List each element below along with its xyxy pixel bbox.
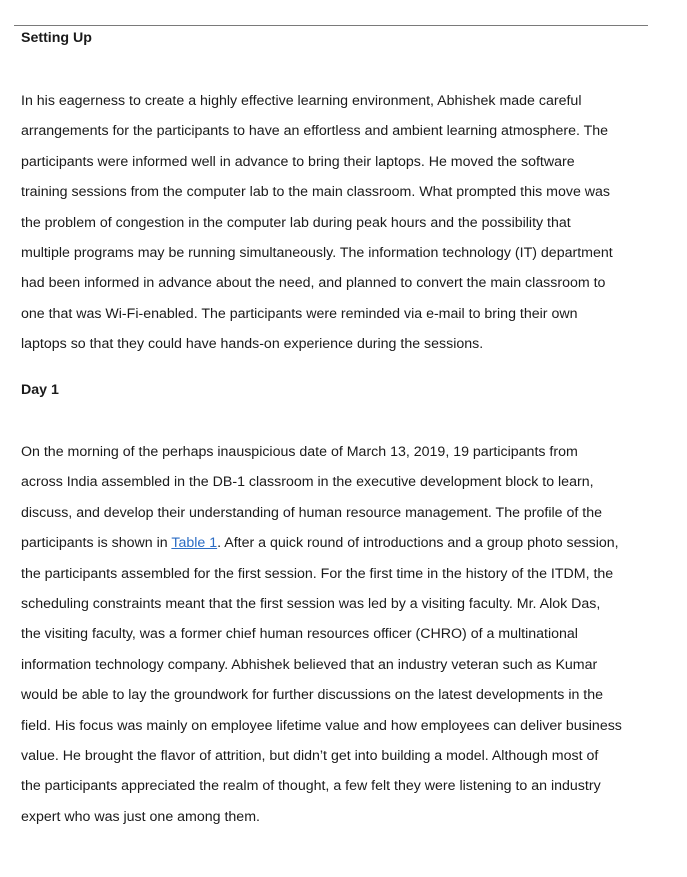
- text-line: the participants appreciated the realm of thought, a few felt they were listening to an industry: [21, 778, 601, 795]
- paragraph-setting-up: [21, 86, 661, 360]
- text-line: field. His focus was mainly on employee lifetime value and how employees can deliver business: [21, 717, 622, 734]
- table-1-link[interactable]: Table 1: [171, 535, 218, 552]
- text-line: scheduling constraints meant that the first session was led by a visiting faculty. Mr. Alok Das,: [21, 596, 601, 613]
- text-after-link: . After a quick round of introductions and a group photo session,: [217, 535, 619, 552]
- text-line: across India assembled in the DB-1 classroom in the executive development block to learn,: [21, 474, 594, 491]
- text-line: expert who was just one among them.: [21, 808, 260, 825]
- header-divider: [14, 25, 648, 26]
- text-line: one that was Wi-Fi-enabled. The participants were reminded via e-mail to bring their own: [21, 305, 578, 322]
- text-line: discuss, and develop their understanding of human resource management. The profile of the: [21, 504, 602, 521]
- text-line: In his eagerness to create a highly effective learning environment, Abhishek made careful: [21, 93, 582, 109]
- text-line-with-link: [21, 528, 661, 558]
- text-line: On the morning of the perhaps inauspicious date of March 13, 2019, 19 participants from: [21, 444, 578, 460]
- text-line: had been informed in advance about the need, and planned to convert the main classroom to: [21, 275, 606, 292]
- text-line: the visiting faculty, was a former chief human resources officer (CHRO) of a multinational: [21, 626, 578, 643]
- text-line: multiple programs may be running simultaneously. The information technology (IT) department: [21, 245, 613, 262]
- paragraph-day-1: [21, 437, 661, 832]
- text-line: would be able to lay the groundwork for further discussions on the latest developments in the: [21, 687, 604, 704]
- text-line: information technology company. Abhishek believed that an industry veteran such as Kumar: [21, 656, 598, 673]
- text-before-link: participants is shown in: [21, 535, 172, 552]
- text-line: training sessions from the computer lab to the main classroom. What prompted this move was: [21, 184, 611, 201]
- text-line: the problem of congestion in the computer lab during peak hours and the possibility that: [21, 214, 571, 231]
- text-line: participants were informed well in advance to bring their laptops. He moved the software: [21, 153, 575, 170]
- text-line: the participants assembled for the first session. For the first time in the history of the ITDM, the: [21, 565, 614, 582]
- section-heading-day-1: Day 1: [21, 382, 59, 398]
- section-heading-setting-up: Setting Up: [21, 30, 92, 46]
- text-line: arrangements for the participants to have an effortless and ambient learning atmosphere. The: [21, 123, 609, 140]
- text-line: laptops so that they could have hands-on experience during the sessions.: [21, 336, 484, 353]
- text-line: value. He brought the flavor of attrition, but didn’t get into building a model. Although most of: [21, 748, 599, 765]
